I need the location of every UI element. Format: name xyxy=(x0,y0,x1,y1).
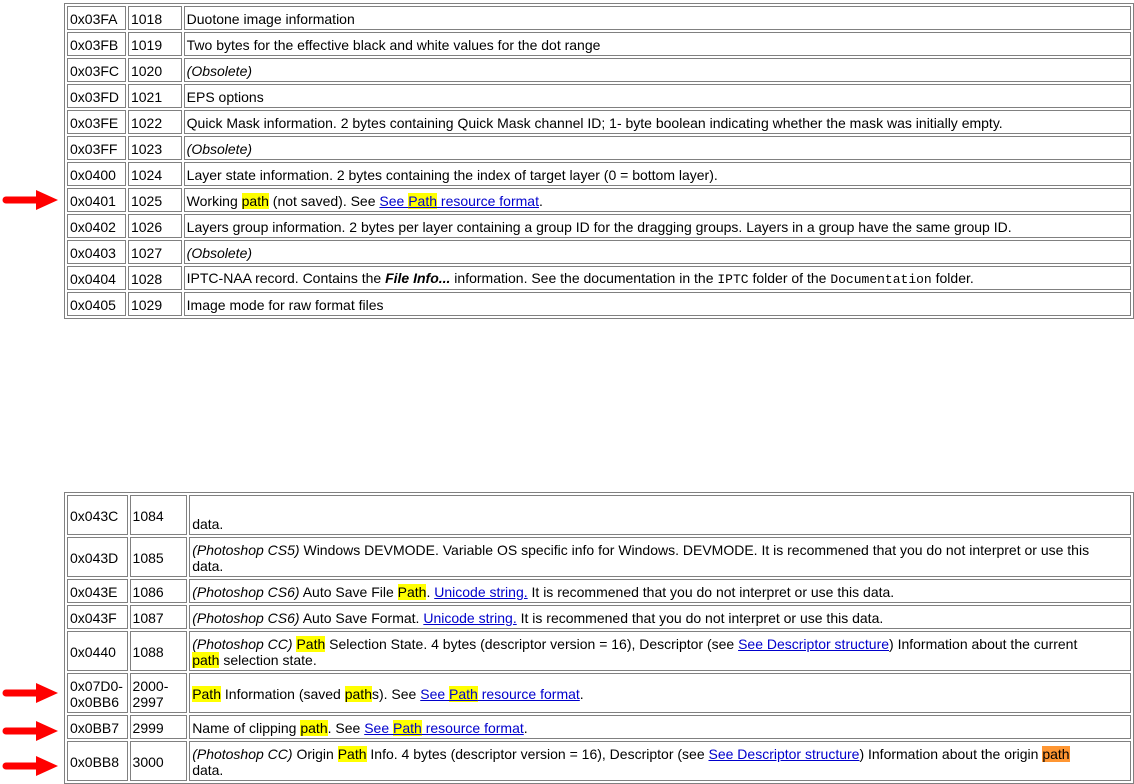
resource-description: (Obsolete) xyxy=(184,136,1131,160)
red-arrow-icon xyxy=(4,680,60,706)
unicode-string-link[interactable]: Unicode string. xyxy=(423,609,517,626)
resource-description: (Photoshop CC) Path Selection State. 4 bytes (descriptor version = 16), Descriptor (see See Descriptor structure) Information about the current path selection state. xyxy=(189,631,1131,671)
resource-id-dec: 1088 xyxy=(130,631,188,671)
table-row xyxy=(67,631,1131,671)
search-highlight: Path xyxy=(449,685,478,702)
table-row xyxy=(67,110,1131,134)
search-highlight: path xyxy=(344,685,372,702)
table-row xyxy=(67,136,1131,160)
search-highlight: Path xyxy=(192,685,221,702)
resource-id-dec: 1021 xyxy=(128,84,182,108)
table-row xyxy=(67,58,1131,82)
resource-id-dec: 1086 xyxy=(130,579,188,603)
search-highlight: Path xyxy=(296,635,326,652)
resource-id-dec: 1018 xyxy=(128,6,182,30)
search-highlight: path xyxy=(241,192,269,209)
resource-id-hex: 0x043D xyxy=(67,537,128,577)
resource-id-dec: 1020 xyxy=(128,58,182,82)
resource-id-dec: 3000 xyxy=(130,741,188,781)
resource-id-hex: 0x0440 xyxy=(67,631,128,671)
resource-table-top-excerpt xyxy=(64,0,1134,313)
resource-table-bottom-excerpt xyxy=(64,507,1134,779)
table-row xyxy=(67,6,1131,30)
path-resource-format-link[interactable]: See Path resource format xyxy=(420,685,580,702)
resource-id-dec: 1022 xyxy=(128,110,182,134)
resource-id-dec: 1026 xyxy=(128,214,182,238)
resource-description: Layers group information. 2 bytes per layer containing a group ID for the dragging groups. Layers in a group have the same group ID. xyxy=(184,214,1131,238)
resource-id-dec: 1023 xyxy=(128,136,182,160)
resource-id-hex: 0x0402 xyxy=(67,214,126,238)
resource-id-dec: 1025 xyxy=(128,188,182,212)
red-arrow-icon xyxy=(4,718,60,744)
resource-description: IPTC-NAA record. Contains the File Info... information. See the documentation in the IPTC folder of the Documentation folder. xyxy=(184,266,1131,290)
resource-description: (Photoshop CS5) Windows DEVMODE. Variable OS specific info for Windows. DEVMODE. It is recommened that you do not interpret or use this data. xyxy=(189,537,1131,577)
resource-id-hex: 0x0403 xyxy=(67,240,126,264)
resource-description: Two bytes for the effective black and white values for the dot range xyxy=(184,32,1131,56)
resource-description: Name of clipping path. See See Path resource format. xyxy=(189,715,1131,739)
resource-id-hex: 0x03FA xyxy=(67,6,126,30)
resource-id-dec: 1087 xyxy=(130,605,188,629)
resource-id-hex: 0x0BB7 xyxy=(67,715,128,739)
resource-id-hex: 0x0401 xyxy=(67,188,126,212)
red-arrow-icon xyxy=(4,187,60,213)
unicode-string-link[interactable]: Unicode string. xyxy=(434,583,528,600)
resource-id-hex: 0x043F xyxy=(67,605,128,629)
resource-id-dec: 1085 xyxy=(130,537,188,577)
table-row-origin-path xyxy=(67,741,1131,781)
resource-id-hex: 0x043E xyxy=(67,579,128,603)
search-highlight: Path xyxy=(408,192,438,209)
resource-description: Layer state information. 2 bytes containing the index of target layer (0 = bottom layer). xyxy=(184,162,1131,186)
resource-id-hex: 0x0405 xyxy=(67,292,126,316)
search-highlight: path xyxy=(192,651,220,668)
resource-id-dec: 2000- 2997 xyxy=(130,673,188,713)
resource-id-dec: 2999 xyxy=(130,715,188,739)
resource-id-dec: 1027 xyxy=(128,240,182,264)
path-resource-format-link[interactable]: See Path resource format xyxy=(364,719,524,736)
resource-id-hex: 0x0BB8 xyxy=(67,741,128,781)
image-resource-table xyxy=(64,492,1134,784)
resource-id-hex: 0x0404 xyxy=(67,266,126,290)
resource-id-dec: 1028 xyxy=(128,266,182,290)
resource-description: (Photoshop CS6) Auto Save Format. Unicode string. It is recommened that you do not interpret or use this data. xyxy=(189,605,1131,629)
table-row xyxy=(67,292,1131,316)
descriptor-structure-link[interactable]: See Descriptor structure xyxy=(738,635,890,652)
resource-id-hex: 0x03FF xyxy=(67,136,126,160)
search-highlight: path xyxy=(300,719,328,736)
resource-id-hex: 0x03FE xyxy=(67,110,126,134)
table-row xyxy=(67,537,1131,577)
descriptor-structure-link[interactable]: See Descriptor structure xyxy=(708,745,860,762)
table-row xyxy=(67,266,1131,290)
resource-description: (Photoshop CS6) Auto Save File Path. Unicode string. It is recommened that you do not interpret or use this data. xyxy=(189,579,1131,603)
current-search-highlight: path xyxy=(1042,745,1070,762)
table-row xyxy=(67,32,1131,56)
resource-description: (Photoshop CC) Origin Path Info. 4 bytes (descriptor version = 16), Descriptor (see See Descriptor structure) Information about the origin path data. xyxy=(189,741,1131,781)
resource-description: Path Information (saved paths). See See Path resource format. xyxy=(189,673,1131,713)
resource-id-hex: 0x043C xyxy=(67,495,128,535)
resource-id-hex: 0x07D0- 0x0BB6 xyxy=(67,673,128,713)
resource-description: (Obsolete) xyxy=(184,58,1131,82)
resource-id-dec: 1084 xyxy=(130,495,188,535)
table-row xyxy=(67,214,1131,238)
resource-description: Duotone image information xyxy=(184,6,1131,30)
search-highlight: Path xyxy=(337,745,367,762)
resource-description: (Obsolete) xyxy=(184,240,1131,264)
resource-description: EPS options xyxy=(184,84,1131,108)
table-row xyxy=(67,162,1131,186)
resource-id-dec: 1029 xyxy=(128,292,182,316)
table-row-saved-paths xyxy=(67,673,1131,713)
resource-description: data. xyxy=(189,495,1131,535)
red-arrow-icon xyxy=(4,753,60,779)
table-row-working-path xyxy=(67,188,1131,212)
search-highlight: Path xyxy=(397,583,427,600)
table-row xyxy=(67,240,1131,264)
resource-description: Image mode for raw format files xyxy=(184,292,1131,316)
image-resource-table xyxy=(64,3,1134,319)
table-row-clipping-path xyxy=(67,715,1131,739)
resource-id-hex: 0x03FD xyxy=(67,84,126,108)
table-row xyxy=(67,605,1131,629)
resource-id-hex: 0x0400 xyxy=(67,162,126,186)
resource-description: Quick Mask information. 2 bytes containing Quick Mask channel ID; 1- byte boolean indicating whether the mask was initially empty. xyxy=(184,110,1131,134)
resource-id-dec: 1024 xyxy=(128,162,182,186)
resource-id-dec: 1019 xyxy=(128,32,182,56)
resource-description: Working path (not saved). See See Path resource format. xyxy=(184,188,1131,212)
resource-id-hex: 0x03FC xyxy=(67,58,126,82)
resource-id-hex: 0x03FB xyxy=(67,32,126,56)
table-row xyxy=(67,579,1131,603)
table-row xyxy=(67,84,1131,108)
path-resource-format-link[interactable]: See Path resource format xyxy=(379,192,539,209)
search-highlight: Path xyxy=(393,719,422,736)
table-row xyxy=(67,495,1131,535)
